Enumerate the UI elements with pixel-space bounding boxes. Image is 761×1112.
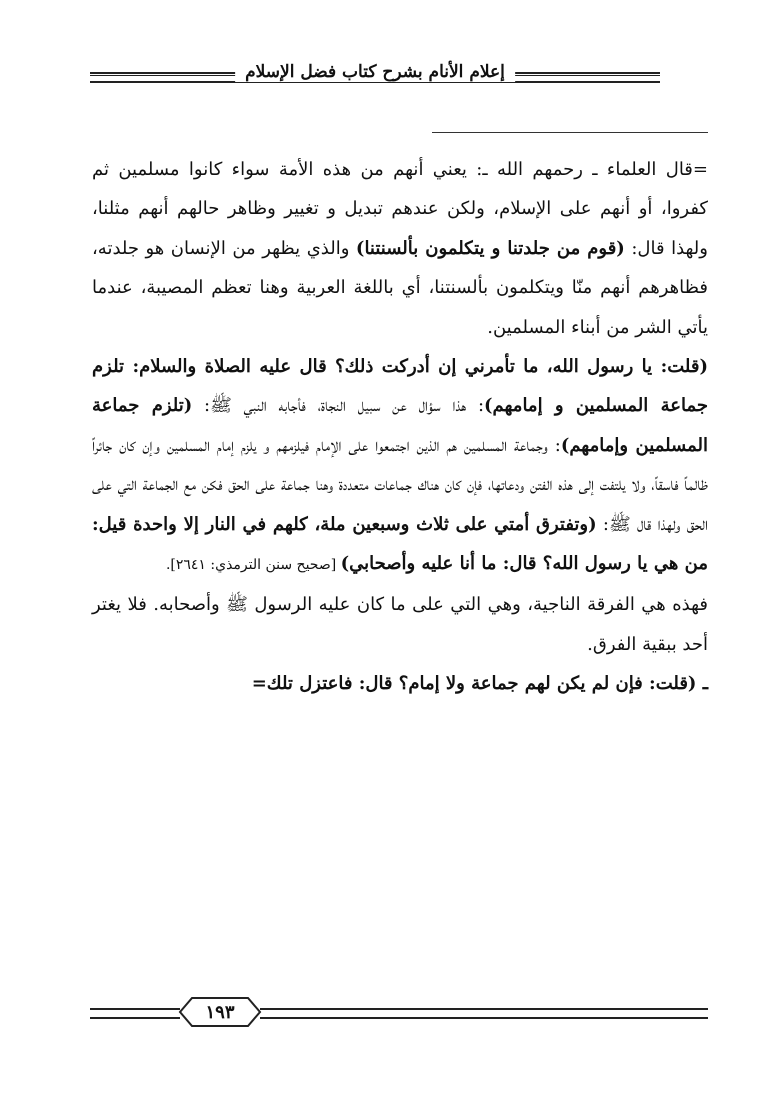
paragraph-3: فهذه هي الفرقة الناجية، وهي التي على ما كان عليه الرسول ﷺ وأصحابه. فلا يغتر أحد ببقية الفرق. (92, 594, 708, 655)
paragraph-2 (92, 347, 708, 585)
paragraph-1 (92, 150, 708, 347)
book-title: إعلام الأنام بشرح كتاب فضل الإسلام (235, 62, 515, 82)
p4-hadith: ـ (قلت: فإن لم يكن لهم جماعة ولا إمام؟ قال: فاعتزل تلك= (251, 673, 708, 695)
p2-hadith: (قلت: يا رسول الله، ما تأمرني إن أدركت ذلك؟ قال عليه الصلاة والسلام: تلزم جماعة المسلمين و إمامهم) (92, 356, 708, 417)
footer-rule-left (90, 1008, 180, 1019)
page-number (178, 996, 262, 1028)
p1-hadith-quote: (قوم من جلدتنا و يتكلمون بألسنتنا) (355, 237, 625, 259)
p2-text-2: : وجماعة المسلمين هم الذين اجتمعوا على الإمام فيلزمهم و يلزم إمام المسلمين وإن كان جائراً ظالماً فاسقاً، ولا يلتفت إلى هذه الفتن ودعاتها، فإن كان هناك جماعات متعددة وهنا جماعة على الحق فكن مع الجماعة التي على الحق ولهذا قال ﷺ: (92, 434, 709, 535)
p2-quote: (تلزم جماعة المسلمين وإمامهم) (92, 395, 709, 456)
p1-rest: والذي يظهر من الإنسان هو جلدته، فظاهرهم أنهم منّا ويتكلمون بألسنتنا، أي باللغة العربية وهنا تعظم المصيبة، عندما يأتي الشر من أبناء المسلمين. (92, 237, 708, 338)
page-footer (90, 998, 708, 1038)
page-number-text: ١٩٣ (205, 1001, 235, 1023)
page-body (92, 150, 708, 704)
paragraph-4 (92, 664, 708, 703)
p2-text-1: : هذا سؤال عن سبيل النجاة، فأجابه النبي ﷺ: (192, 395, 485, 417)
running-header (90, 62, 660, 92)
footer-rule-right (260, 1008, 708, 1019)
p1-text: =قال العلماء ـ رحمهم الله ـ: يعني أنهم من هذه الأمة سواء كانوا مسلمين ثم كفروا، أو أنهم على الإسلام، ولكن عندهم تبديل و تغيير وظاهر حالهم أنهم مثلنا، ولهذا قال: (92, 159, 708, 259)
top-divider (432, 132, 708, 133)
p2-quote-2: (وتفترق أمتي على ثلاث وسبعين ملة، كلهم في النار إلا واحدة قيل: من هي يا رسول الله؟ قال: ما أنا عليه وأصحابي) (92, 513, 708, 575)
p2-reference: [صحيح سنن الترمذي: ٢٦٤١]. (165, 557, 341, 574)
